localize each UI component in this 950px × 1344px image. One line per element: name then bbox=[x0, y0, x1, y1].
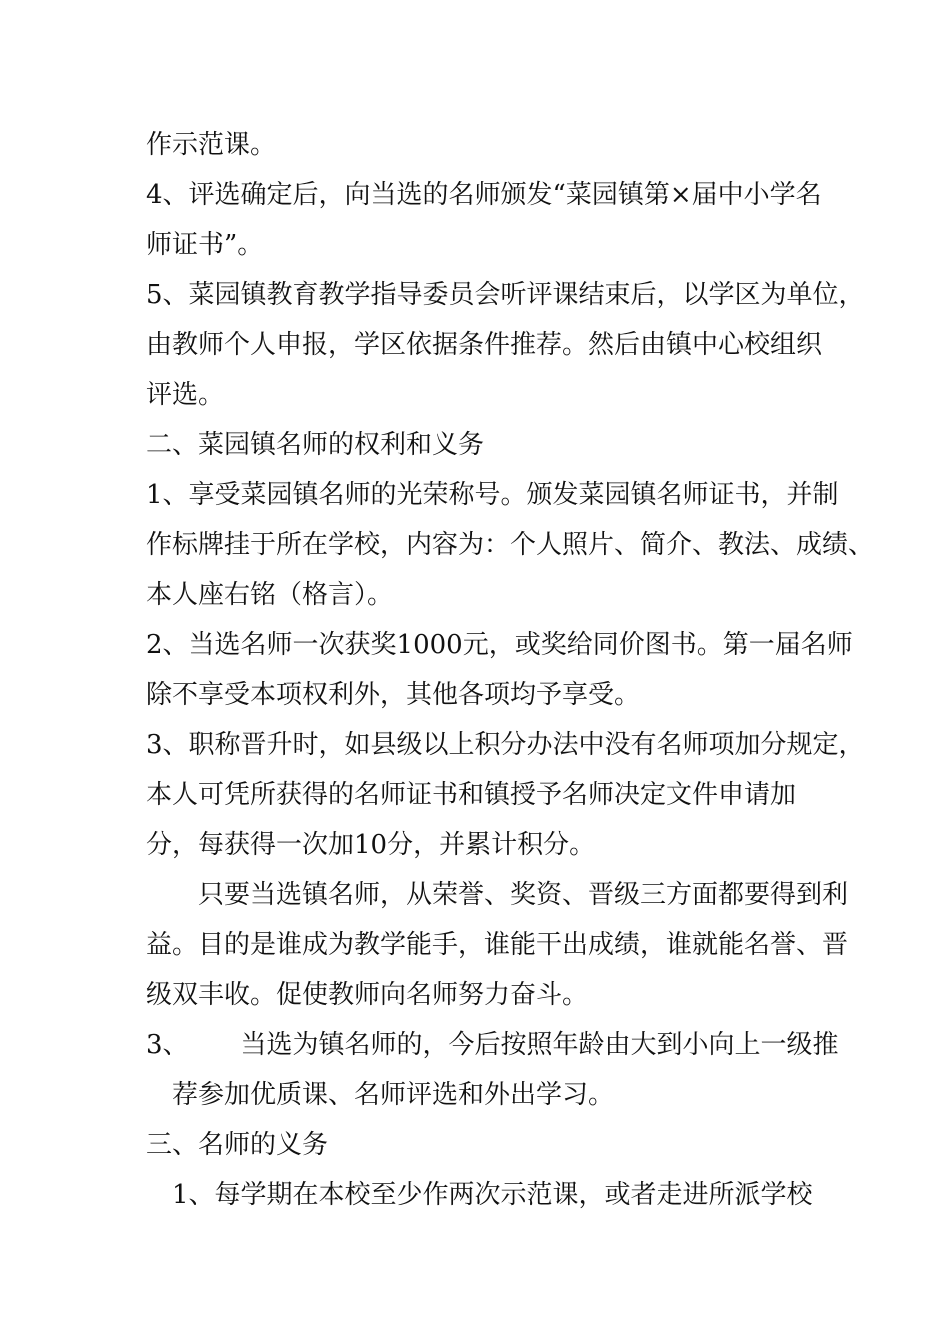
text-line: 师证书”。 bbox=[146, 230, 264, 260]
text-line: 1、每学期在本校至少作两次示范课，或者走进所派学校 bbox=[172, 1180, 813, 1210]
text-line: 5、菜园镇教育教学指导委员会听评课结束后，以学区为单位， bbox=[146, 280, 865, 310]
list-marker: 3、 bbox=[146, 1030, 189, 1060]
list-continuation-line: 荐参加优质课、名师评选和外出学习。 bbox=[172, 1080, 615, 1110]
text-line: 评选。 bbox=[146, 380, 225, 410]
text-line: 1、享受菜园镇名师的光荣称号。颁发菜园镇名师证书，并制 bbox=[146, 480, 839, 510]
text-line: 作标牌挂于所在学校，内容为：个人照片、简介、教法、成绩、 bbox=[146, 530, 875, 560]
text-line: 3、职称晋升时，如县级以上积分办法中没有名师项加分规定， bbox=[146, 730, 865, 760]
section-heading: 二、菜园镇名师的权利和义务 bbox=[146, 430, 485, 460]
text-line: 作示范课。 bbox=[146, 130, 277, 160]
text-line: 4、评选确定后，向当选的名师颁发“菜园镇第×届中小学名 bbox=[146, 180, 822, 210]
text-line: 本人座右铭（格言）。 bbox=[146, 580, 394, 610]
text-line: 除不享受本项权利外，其他各项均予享受。 bbox=[146, 680, 641, 710]
list-item-line bbox=[146, 1028, 839, 1062]
text-line: 益。目的是谁成为教学能手，谁能干出成绩，谁就能名誉、晋 bbox=[146, 930, 849, 960]
text-line: 分，每获得一次加10分，并累计积分。 bbox=[146, 830, 596, 860]
text-line: 本人可凭所获得的名师证书和镇授予名师决定文件申请加 bbox=[146, 780, 797, 810]
indented-paragraph-line: 只要当选镇名师，从荣誉、奖资、晋级三方面都要得到利 bbox=[198, 880, 849, 910]
text-line: 2、当选名师一次获奖1000元，或奖给同价图书。第一届名师 bbox=[146, 630, 853, 660]
text-line: 级双丰收。促使教师向名师努力奋斗。 bbox=[146, 980, 589, 1010]
text-line: 由教师个人申报，学区依据条件推荐。然后由镇中心校组织 bbox=[146, 330, 823, 360]
section-heading: 三、名师的义务 bbox=[146, 1130, 329, 1160]
list-item-text: 当选为镇名师的，今后按照年龄由大到小向上一级推 bbox=[240, 1030, 839, 1060]
